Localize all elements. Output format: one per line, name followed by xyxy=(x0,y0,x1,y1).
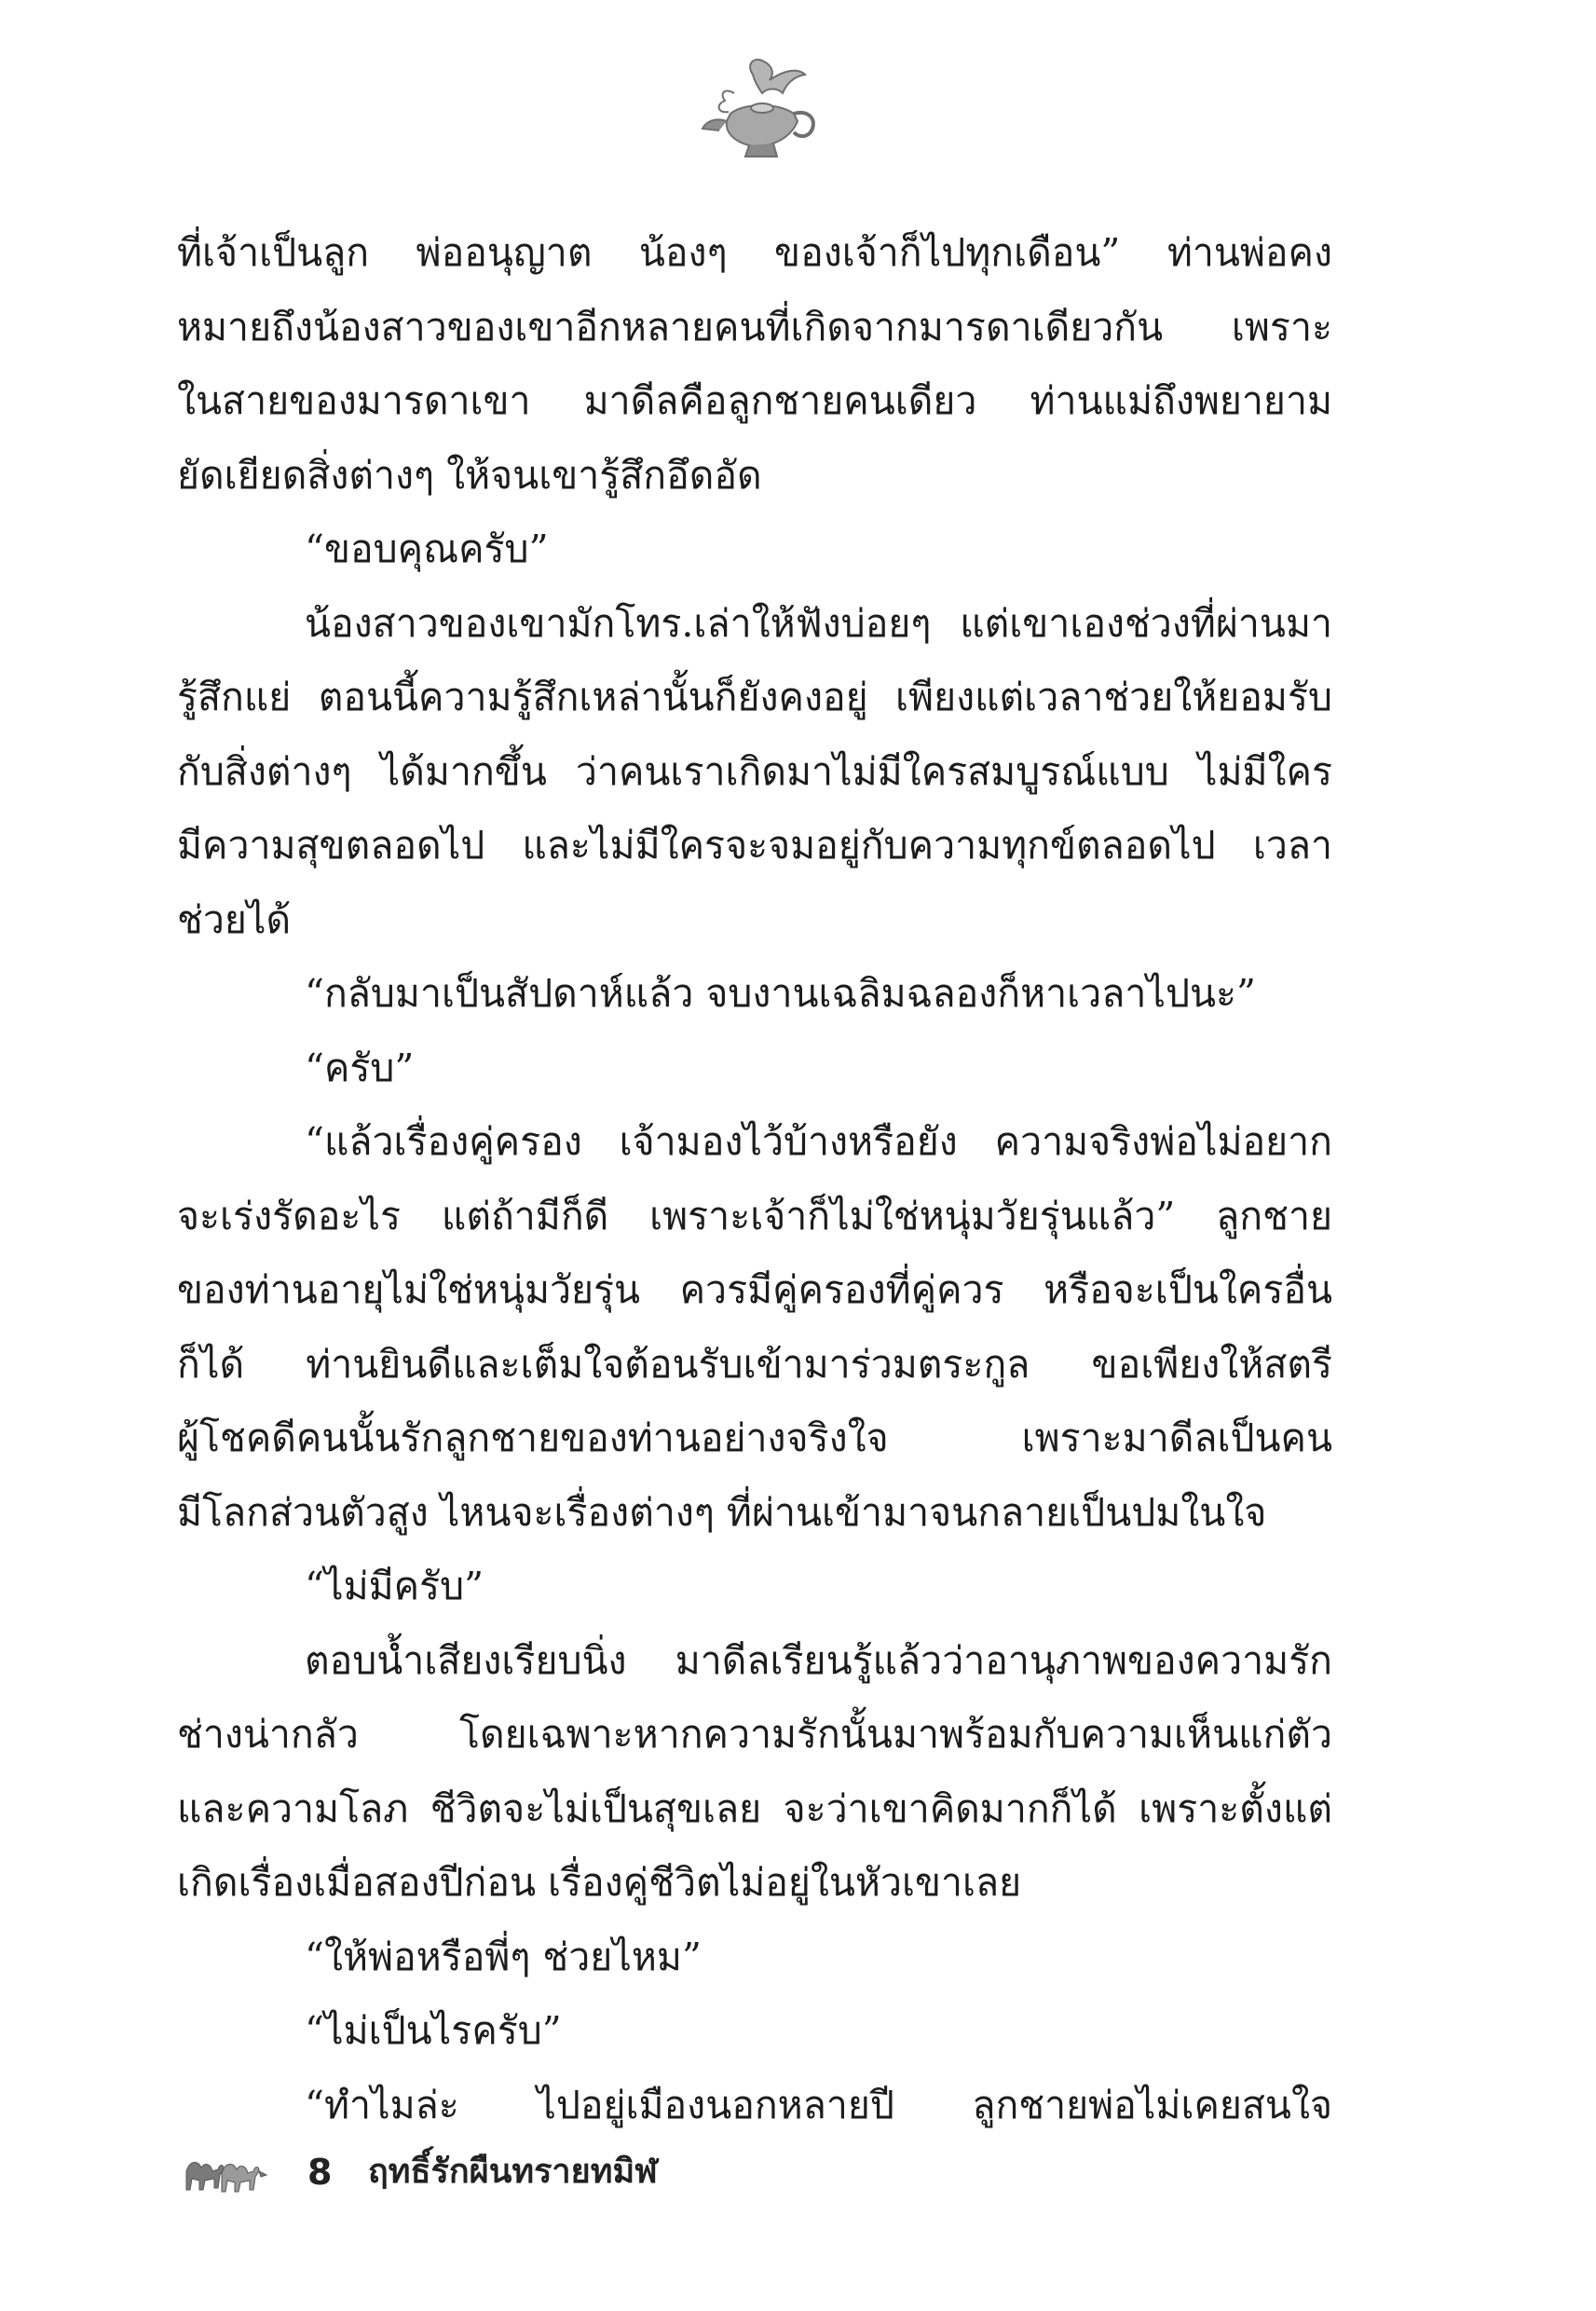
dialogue-line: “กลับมาเป็นสัปดาห์แล้ว จบงานเฉลิมฉลองก็หาเวลาไปนะ” xyxy=(305,971,1256,1016)
text-line: ก็ได้ ท่านยินดีและเต็มใจต้อนรับเข้ามาร่วมตระกูล ขอเพียงให้สตรี xyxy=(177,1341,1332,1387)
text-line: กับสิ่งต่างๆ ได้มากขึ้น ว่าคนเราเกิดมาไม่มีใครสมบูรณ์แบบ ไม่มีใคร xyxy=(177,748,1332,794)
text-line: จะเร่งรัดอะไร แต่ถ้ามีก็ดี เพราะเจ้าก็ไม่ใช่หนุ่มวัยรุ่นแล้ว” ลูกชาย xyxy=(177,1193,1332,1238)
text-line: ในสายของมารดาเขา มาดีลคือลูกชายคนเดียว ท่านแม่ถึงพยายาม xyxy=(177,378,1332,423)
text-line: เกิดเรื่องเมื่อสองปีก่อน เรื่องคู่ชีวิตไม่อยู่ในหัวเขาเลย xyxy=(177,1860,1022,1905)
text-line: รู้สึกแย่ ตอนนี้ความรู้สึกเหล่านั้นก็ยังคงอยู่ เพียงแต่เวลาช่วยให้ยอมรับ xyxy=(177,675,1332,719)
page-footer xyxy=(177,2143,1016,2218)
text-line: มีความสุขตลอดไป และไม่มีใครจะจมอยู่กับความทุกข์ตลอดไป เวลา xyxy=(177,823,1332,868)
text-line: มีโลกส่วนตัวสูง ไหนจะเรื่องต่างๆ ที่ผ่านเข้ามาจนกลายเป็นปมในใจ xyxy=(177,1489,1267,1535)
dialogue-line: “ครับ” xyxy=(305,1045,415,1090)
text-line: ผู้โชคดีคนนั้นรักลูกชายของท่านอย่างจริงใจ เพราะมาดีลเป็นคน xyxy=(177,1415,1332,1460)
dialogue-line: “ทำไมล่ะ ไปอยู่เมืองนอกหลายปี ลูกชายพ่อไม่เคยสนใจ xyxy=(305,2082,1332,2127)
text-line: ช่วยได้ xyxy=(177,896,292,942)
camel-caravan-icon xyxy=(177,2143,270,2199)
dialogue-line: “ขอบคุณครับ” xyxy=(305,526,549,571)
text-line: หมายถึงน้องสาวของเขาอีกหลายคนที่เกิดจากมารดาเดียวกัน เพราะ xyxy=(177,304,1332,349)
dialogue-line: “ให้พ่อหรือพี่ๆ ช่วยไหม” xyxy=(305,1934,702,1979)
text-line: น้องสาวของเขามักโทร.เล่าให้ฟังบ่อยๆ แต่เขาเองช่วงที่ผ่านมา xyxy=(305,600,1332,646)
book-title: ฤทธิ์รักผืนทรายทมิฬ xyxy=(368,2153,658,2191)
page-number: 8 xyxy=(307,2152,333,2193)
text-line: ยัดเยียดสิ่งต่างๆ ให้จนเขารู้สึกอึดอัด xyxy=(177,452,762,498)
body-text xyxy=(177,216,1332,2142)
text-line: ตอบน้ำเสียงเรียบนิ่ง มาดีลเรียนรู้แล้วว่าอานุภาพของความรัก xyxy=(305,1637,1332,1683)
text-line: ที่เจ้าเป็นลูก พ่ออนุญาต น้องๆ ของเจ้าก็ไปทุกเดือน” ท่านพ่อคง xyxy=(177,230,1332,275)
dialogue-line: “ไม่เป็นไรครับ” xyxy=(305,2008,562,2053)
text-line: ของท่านอายุไม่ใช่หนุ่มวัยรุ่น ควรมีคู่ครองที่คู่ควร หรือจะเป็นใครอื่น xyxy=(177,1267,1332,1312)
dialogue-line: “ไม่มีครับ” xyxy=(305,1564,484,1608)
text-line: และความโลภ ชีวิตจะไม่เป็นสุขเลย จะว่าเขาคิดมากก็ได้ เพราะตั้งแต่ xyxy=(177,1785,1332,1831)
dialogue-line: “แล้วเรื่องคู่ครอง เจ้ามองไว้บ้างหรือยัง ความจริงพ่อไม่อยาก xyxy=(305,1119,1332,1164)
text-line: ช่างน่ากลัว โดยเฉพาะหากความรักนั้นมาพร้อมกับความเห็นแก่ตัว xyxy=(177,1712,1332,1757)
genie-lamp-icon xyxy=(697,56,827,168)
